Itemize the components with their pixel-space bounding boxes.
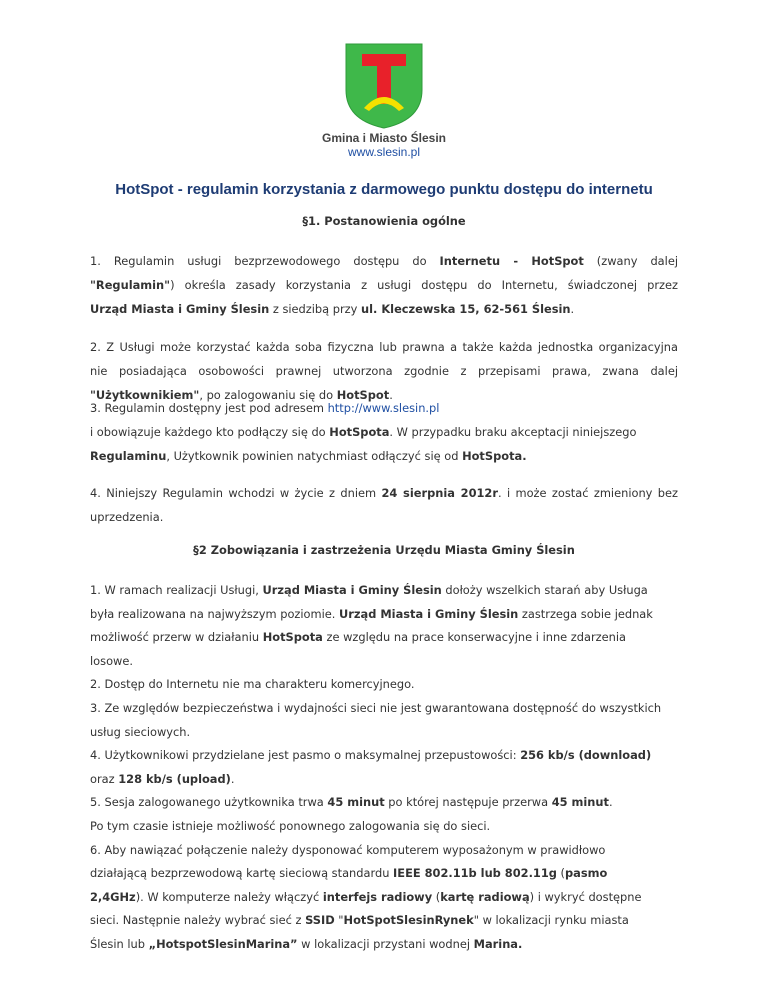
text: 1. W ramach realizacji Usługi, [90, 583, 263, 597]
bold-text: 45 minut [327, 795, 385, 810]
text: była realizowana na najwyższym poziomie. [90, 606, 340, 621]
text: . i może zostać zmieniony bez [497, 486, 679, 500]
text: . W przypadku braku akceptacji niniejszego [389, 425, 637, 439]
text: ( [556, 866, 565, 881]
text: . [608, 795, 613, 810]
text: 1. Regulamin usługi bezprzewodowego dostępu do [90, 254, 440, 268]
sec2-item-1-line-4: losowe. [90, 653, 133, 668]
text: ze względu na prace konserwacyjne i inne zdarzenia [322, 630, 627, 645]
sec2-item-1-line-1 [90, 579, 678, 603]
bold-text: Urząd Miasta i Gminy Ślesin [90, 302, 270, 316]
sec2-list [90, 579, 678, 957]
sec2-item-6-line-4 [90, 909, 678, 933]
text: 4. Użytkownikowi przydzielane jest pasmo o maksymalnej przepustowości: [90, 748, 521, 763]
text: sieci. Następnie należy wybrać sieć z [90, 913, 306, 928]
text: oraz [90, 771, 119, 786]
bold-text: Urząd Miasta i Gminy Ślesin [262, 583, 442, 597]
text: ) i wykryć dostępne [529, 889, 642, 904]
bold-text: HotSpota [262, 630, 323, 645]
text: 3. Regulamin dostępny jest pod adresem [90, 401, 328, 415]
text: działającą bezprzewodową kartę sieciową standardu [90, 866, 394, 881]
sec2-item-6-line-2 [90, 862, 678, 886]
bold-text: 2,4GHz [90, 889, 136, 904]
text: . [230, 771, 235, 786]
text: Ślesin lub [90, 936, 149, 951]
sec2-item-3-line-1: 3. Ze względów bezpieczeństwa i wydajności sieci nie jest gwarantowana dostępność do wszystkich [90, 700, 662, 715]
text: " w lokalizacji rynku miasta [473, 913, 629, 928]
sec2-item-2: 2. Dostęp do Internetu nie ma charakteru komercyjnego. [90, 677, 415, 692]
sec2-item-4-line-2 [90, 768, 678, 792]
text: 5. Sesja zalogowanego użytkownika trwa [90, 795, 328, 810]
sec2-item-3-line-2: usług sieciowych. [90, 724, 191, 739]
text: 2. Z Usługi może korzystać każda soba fizyczna lub prawna a także każda jednostka organizacyjna [90, 340, 678, 354]
text: ). W komputerze należy włączyć [135, 889, 323, 904]
text: dołoży wszelkich starań aby Usługa [441, 583, 648, 597]
sec2-item-5-line-1 [90, 791, 678, 815]
bold-text: 24 sierpnia 2012r [381, 486, 498, 500]
sec2-item-6-line-1: 6. Aby nawiązać połączenie należy dysponować komputerem wyposażonym w prawidłowo [90, 842, 606, 857]
bold-text: ul. Kleczewska 15, 62-561 Ślesin [361, 302, 571, 316]
sec1-paragraph-1 [90, 249, 678, 321]
document-title: HotSpot - regulamin korzystania z darmowego punktu dostępu do internetu [115, 181, 653, 198]
bold-text: IEEE 802.11b lub 802.11g [393, 866, 557, 881]
text: z siedzibą przy [269, 302, 362, 316]
website-link[interactable]: www.slesin.pl [347, 145, 421, 159]
bold-text: Regulaminu [90, 449, 167, 463]
text: , Użytkownik powinien natychmiast odłączyć się od [166, 449, 463, 463]
text: 4. Niniejszy Regulamin wchodzi w życie z dniem [90, 486, 382, 500]
sec2-item-5-line-2: Po tym czasie istnieje możliwość ponownego zalogowania się do sieci. [90, 818, 491, 833]
bold-text: "Użytkownikiem" [90, 388, 200, 402]
sec2-item-1-line-2 [90, 603, 678, 627]
text: ) określa zasady korzystania z usługi dostępu do Internetu, świadczonej przez [170, 278, 678, 292]
regulation-url-link[interactable]: http://www.slesin.pl [327, 401, 440, 415]
bold-text: interfejs radiowy [322, 889, 433, 904]
text: . [389, 388, 393, 402]
sec2-item-6-line-5 [90, 933, 678, 957]
text: (zwany dalej [583, 254, 678, 268]
text: nie posiadająca osobowości prawnej utworzona zgodnie z przepisami prawa, zwana dalej [90, 364, 678, 378]
bold-text: Urząd Miasta i Gminy Ślesin [339, 606, 519, 621]
sec1-paragraph-3 [90, 396, 678, 468]
bold-text: „HotspotSlesinMarina” [148, 936, 298, 951]
sec2-item-6-line-3 [90, 886, 678, 910]
sec2-item-1-line-3 [90, 626, 678, 650]
bold-text: pasmo [565, 866, 608, 881]
bold-text: kartę radiową [440, 889, 530, 904]
bold-text: "Regulamin" [90, 278, 171, 292]
bold-text: 128 kb/s (upload) [118, 771, 231, 786]
text: i obowiązuje każdego kto podłączy się do [90, 425, 330, 439]
bold-text: 256 kb/s (download) [520, 748, 652, 763]
sec1-paragraph-4 [90, 481, 678, 529]
sec2-item-4-line-1 [90, 744, 678, 768]
text: w lokalizacji przystani wodnej [297, 936, 474, 951]
bold-text: HotSpotSlesinRynek [343, 913, 474, 928]
text: uprzedzenia. [90, 510, 164, 524]
text: " [334, 913, 344, 928]
text: możliwość przerw w działaniu [90, 630, 263, 645]
section-2-heading: §2 Zobowiązania i zastrzeżenia Urzędu Miasta Gminy Ślesin [193, 543, 575, 557]
bold-text: SSID [305, 913, 335, 928]
text: po której następuje przerwa [384, 795, 552, 810]
bold-text: HotSpota [329, 425, 390, 439]
bold-text: Internetu - HotSpot [439, 254, 584, 268]
coat-of-arms-logo [344, 42, 424, 130]
bold-text: HotSpot [336, 388, 390, 402]
bold-text: HotSpota. [462, 449, 527, 463]
text: . [570, 302, 575, 316]
bold-text: Marina. [473, 936, 523, 951]
text: zastrzega sobie jednak [518, 606, 653, 621]
section-1-heading: §1. Postanowienia ogólne [302, 214, 466, 228]
bold-text: 45 minut [551, 795, 609, 810]
municipality-name: Gmina i Miasto Ślesin [321, 131, 447, 145]
text: , po zalogowaniu się do [199, 388, 337, 402]
text: ( [432, 889, 441, 904]
